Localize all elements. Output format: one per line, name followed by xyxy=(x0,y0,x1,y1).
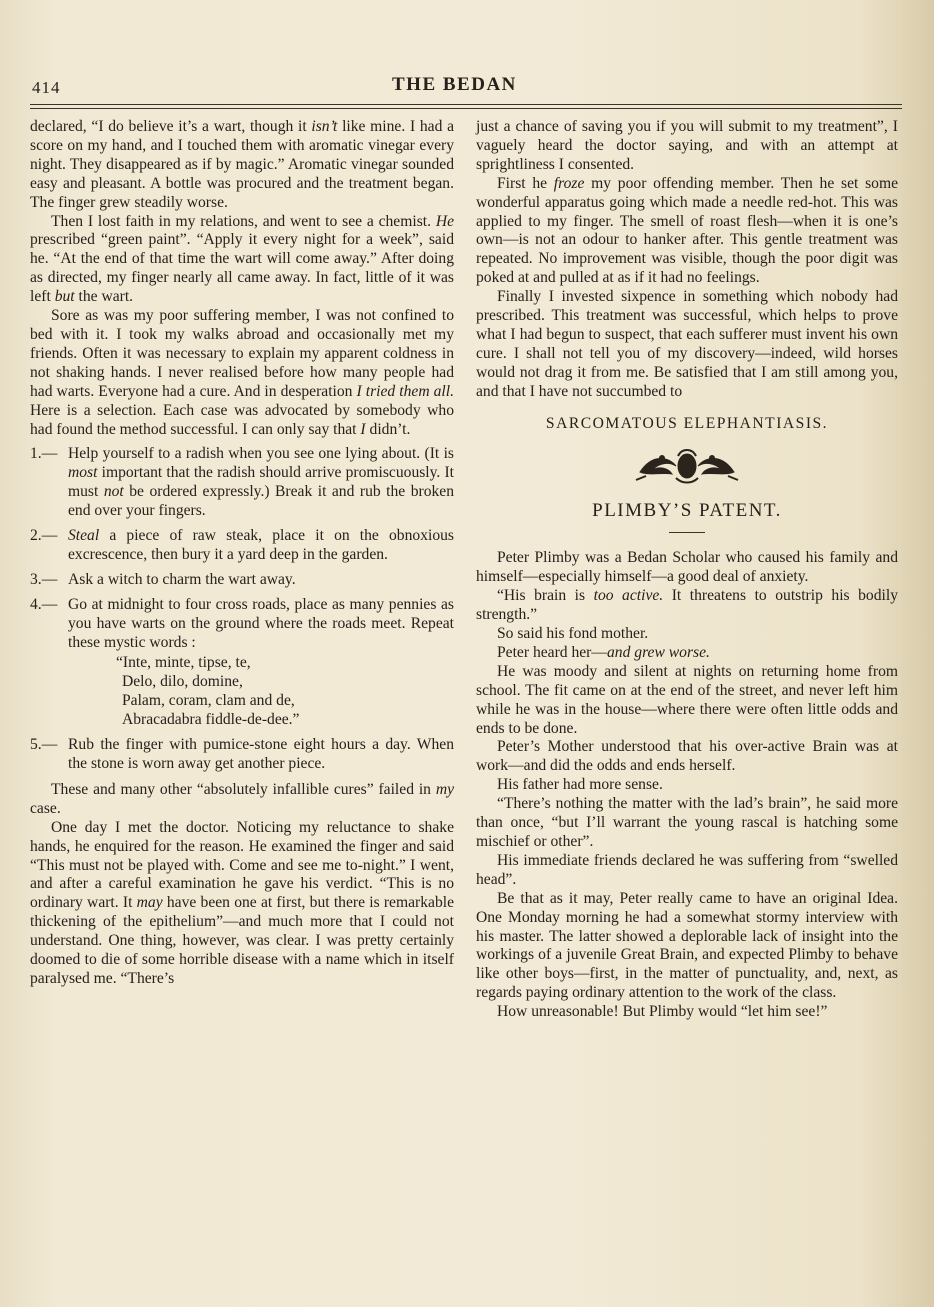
header-rule xyxy=(30,104,902,105)
disease-name: SARCOMATOUS ELEPHANTIASIS. xyxy=(545,414,829,432)
paragraph: “His brain is too active. It threatens to outstrip his bodily strength.” xyxy=(476,587,898,624)
paragraph: Peter’s Mother understood that his over-active Brain was at work—and did the odds and ends herself. xyxy=(476,738,898,775)
paragraph: He was moody and silent at nights on returning home from school. The fit came on at the end of the street, and never left him while he was in the house—where there were often little odds and ends to be done. xyxy=(476,662,898,737)
paragraph: Be that as it may, Peter really came to have an original Idea. One Monday morning he had a somewhat stormy interview with his master. The latter showed a deplorable lack of insight into the workings of a juvenile Great Brain, and expected Plimby to behave like other boys—first, in the matter of punctuality, and, next, as regards paying ordinary attention to the work of the class. xyxy=(476,889,898,1002)
paragraph: So said his fond mother. xyxy=(497,625,649,643)
paragraph: His father had more sense. xyxy=(497,776,663,794)
paragraph: declared, “I do believe it’s a wart, though it isn’t like mine. I had a score on my hand, and I touched them with aromatic vinegar every night. They disappeared as if by magic.” Aromatic vinegar sounded easy and pleasant. A bottle was procured and the treatment began. The finger grew steadily worse. xyxy=(30,118,454,211)
fleuron-ornament-icon xyxy=(632,446,742,486)
page-header xyxy=(0,72,934,102)
cure-item-4: 4.— Go at midnight to four cross roads, place as many pennies as you have warts on the ground where the roads meet. Repeat these mystic words : xyxy=(30,595,454,651)
page-number: 414 xyxy=(32,78,61,97)
paragraph: “There’s nothing the matter with the lad’s brain”, he said more than once, “but I’ll warrant the young rascal is hatching some mischief or other”. xyxy=(476,795,898,850)
incantation-verse xyxy=(116,654,454,730)
running-head: THE BEDAN xyxy=(392,74,517,95)
left-column xyxy=(30,118,454,989)
paragraph: His immediate friends declared he was suffering from “swelled head”. xyxy=(476,851,898,888)
verse-line: “Inte, minte, tipse, te, xyxy=(116,654,251,672)
cure-item-2: 2.— Steal a piece of raw steak, place it on the obnoxious excrescence, then bury it a yard deep in the garden. xyxy=(30,527,454,563)
cure-item-3: 3.— Ask a witch to charm the wart away. xyxy=(30,570,296,588)
paragraph: Peter Plimby was a Bedan Scholar who caused his family and himself—especially himself—a good deal of anxiety. xyxy=(476,549,898,586)
paragraph: Sore as was my poor suffering member, I was not confined to bed with it. I took my walks abroad and occasionally met my friends. Often it was necessary to explain my apparent coldness in not shaking hands. I never realised before how many people had had warts. Everyone had a cure. And in desperation I tried them all. Here is a selection. Each case was advocated by somebody who had found the method successful. I can only say that I didn’t. xyxy=(30,307,454,438)
paragraph: These and many other “absolutely infallible cures” failed in my case. xyxy=(30,780,454,817)
verse-line: Delo, dilo, domine, xyxy=(122,673,243,691)
verse-line: Palam, coram, clam and de, xyxy=(122,692,295,710)
paragraph: How unreasonable! But Plimby would “let him see!” xyxy=(497,1003,828,1021)
paragraph: First he froze my poor offending member. Then he set some wonderful apparatus going which made a needle red-hot. This was applied to my finger. The smell of roast flesh—when it is one’s own—is not an odour to hanker after. This gentle treatment was repeated. No improvement was visible, though the poor digit was poked at and pulled at as if it had no feelings. xyxy=(476,174,898,287)
verse-line: Abracadabra fiddle-de-dee.” xyxy=(122,711,300,729)
paragraph: Finally I invested sixpence in something which nobody had prescribed. This treatment was successful, which helps to prove what I had begun to suspect, that each sufferer must invent his own cure. I shall not tell you of my discovery—indeed, wild horses would not drag it from me. Be satisfied that I am still among you, and that I have not succumbed to xyxy=(476,288,898,400)
story-title: PLIMBY’S PATENT. xyxy=(592,499,782,521)
header-rule xyxy=(30,108,902,109)
title-rule xyxy=(669,532,705,533)
paragraph: Peter heard her—and grew worse. xyxy=(497,643,710,661)
right-column xyxy=(476,118,898,1022)
paragraph: just a chance of saving you if you will submit to my treatment”, I vaguely heard the doctor saying, and with an attempt at sprightliness I consented. xyxy=(476,118,898,173)
cure-item-1: 1.— Help yourself to a radish when you see one lying about. (It is most important that the radish should arrive promiscuously. It must not be ordered expressly.) Break it and rub the broken end over your fingers. xyxy=(30,445,455,520)
cure-item-5: 5.— Rub the finger with pumice-stone eight hours a day. When the stone is worn away get another piece. xyxy=(30,736,454,772)
paragraph: Then I lost faith in my relations, and went to see a chemist. He prescribed “green paint”. “Apply it every night for a week”, said he. “At the end of that time the wart will come away.” After doing as directed, my finger nearly all came away. In fact, little of it was left but the wart. xyxy=(30,212,454,306)
paragraph: One day I met the doctor. Noticing my reluctance to shake hands, he enquired for the reason. He examined the finger and said “This must not be played with. Come and see me to-night.” I went, and after a careful examination he gave his verdict. “This is no ordinary wart. It may have been one at first, but there is remarkable thickening of the epithelium”—and much more that I could not understand. One thing, however, was clear. I was pretty certainly doomed to die of some horrible disease with a name which in itself paralysed me. “There’s xyxy=(30,818,454,987)
